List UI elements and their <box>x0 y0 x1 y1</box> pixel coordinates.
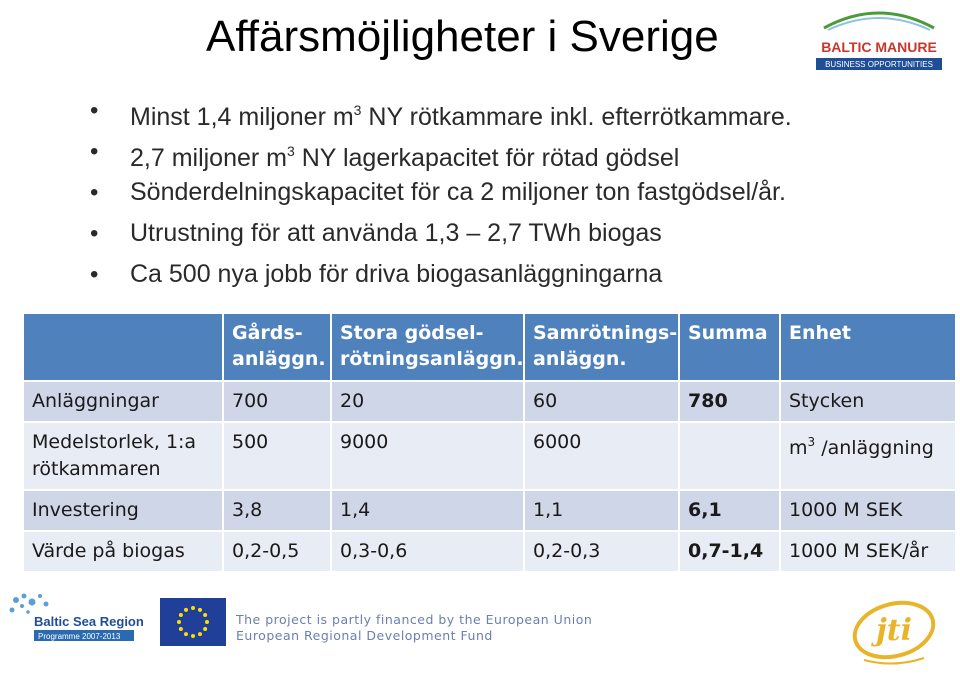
cell-enhet: $m^3$ /anläggning <box>780 422 956 490</box>
bullet-item: • Ca 500 nya jobb för driva biogasanläggningarna <box>88 254 792 295</box>
cell-enhet: 1000 M SEK <box>780 490 956 531</box>
header-summa: Summa <box>679 313 780 381</box>
bullet-item: • 2,7 miljoner $m^3$ NY lagerkapacitet för rötad gödsel <box>88 131 792 172</box>
cell-stora: 20 <box>331 381 524 422</box>
eu-star-icon <box>198 608 202 612</box>
cell-summa: 6,1 <box>679 490 780 531</box>
eu-star-icon <box>203 627 207 631</box>
logo-title: BALTIC MANURE <box>821 39 937 55</box>
cell-summa: 0,7-1,4 <box>679 531 780 572</box>
cell-gard: 700 <box>223 381 331 422</box>
jti-logo <box>844 596 944 670</box>
eu-star-icon <box>191 634 195 638</box>
baltic-manure-logo <box>814 6 944 72</box>
footer-line-2: European Regional Development Fund <box>236 628 493 643</box>
table-row <box>23 381 956 422</box>
header-samrot: Samrötnings- anläggn. <box>524 313 679 381</box>
footer-funding-text <box>236 612 592 644</box>
bullet-item: • Minst 1,4 miljoner $m^3$ NY rötkammare inkl. efterrötkammare. <box>88 90 792 131</box>
table-row <box>23 422 956 490</box>
cell-samrot: 60 <box>524 381 679 422</box>
row-label: Medelstorlek, 1:a rötkammaren <box>23 422 223 490</box>
cell-enhet: 1000 M SEK/år <box>780 531 956 572</box>
jti-logo-text: jti <box>875 613 913 648</box>
eu-star-icon <box>191 606 195 610</box>
bsr-logo-subtext: Programme 2007-2013 <box>38 632 121 641</box>
header-enhet: Enhet <box>780 313 956 381</box>
header-stora: Stora gödsel- rötningsanläggn. <box>331 313 524 381</box>
cell-enhet: Stycken <box>780 381 956 422</box>
cell-samrot: 6000 <box>524 422 679 490</box>
eu-star-icon <box>203 613 207 617</box>
row-label: Värde på biogas <box>23 531 223 572</box>
bsr-logo-text: Baltic Sea Region <box>34 614 144 629</box>
eu-star-icon <box>179 627 183 631</box>
eu-flag-icon <box>160 598 226 646</box>
eu-star-icon <box>205 620 209 624</box>
eu-star-icon <box>198 632 202 636</box>
eu-star-icon <box>179 613 183 617</box>
bullet-list <box>88 90 792 295</box>
cell-stora: 0,3-0,6 <box>331 531 524 572</box>
eu-star-icon <box>184 608 188 612</box>
cell-samrot: 1,1 <box>524 490 679 531</box>
cell-stora: 1,4 <box>331 490 524 531</box>
bullet-item: • Utrustning för att använda 1,3 – 2,7 TWh biogas <box>88 213 792 254</box>
cell-samrot: 0,2-0,3 <box>524 531 679 572</box>
facilities-table <box>22 312 957 573</box>
table-header-row <box>23 313 956 381</box>
cell-gard: 500 <box>223 422 331 490</box>
cell-stora: 9000 <box>331 422 524 490</box>
baltic-sea-region-logo <box>2 588 152 648</box>
eu-star-icon <box>177 620 181 624</box>
cell-gard: 3,8 <box>223 490 331 531</box>
table-row <box>23 531 956 572</box>
header-gard: Gårds- anläggn. <box>223 313 331 381</box>
cell-summa <box>679 422 780 490</box>
bullet-item: • Sönderdelningskapacitet för ca 2 miljoner ton fastgödsel/år. <box>88 172 792 213</box>
slide-title: Affärsmöjligheter i Sverige <box>206 12 719 61</box>
cell-summa: 780 <box>679 381 780 422</box>
logo-subtitle: BUSINESS OPPORTUNITIES <box>825 60 933 69</box>
header-empty <box>23 313 223 381</box>
table-row <box>23 490 956 531</box>
row-label: Investering <box>23 490 223 531</box>
row-label: Anläggningar <box>23 381 223 422</box>
footer-line-1: The project is partly financed by the European Union <box>236 612 593 627</box>
cell-gard: 0,2-0,5 <box>223 531 331 572</box>
eu-star-icon <box>184 632 188 636</box>
